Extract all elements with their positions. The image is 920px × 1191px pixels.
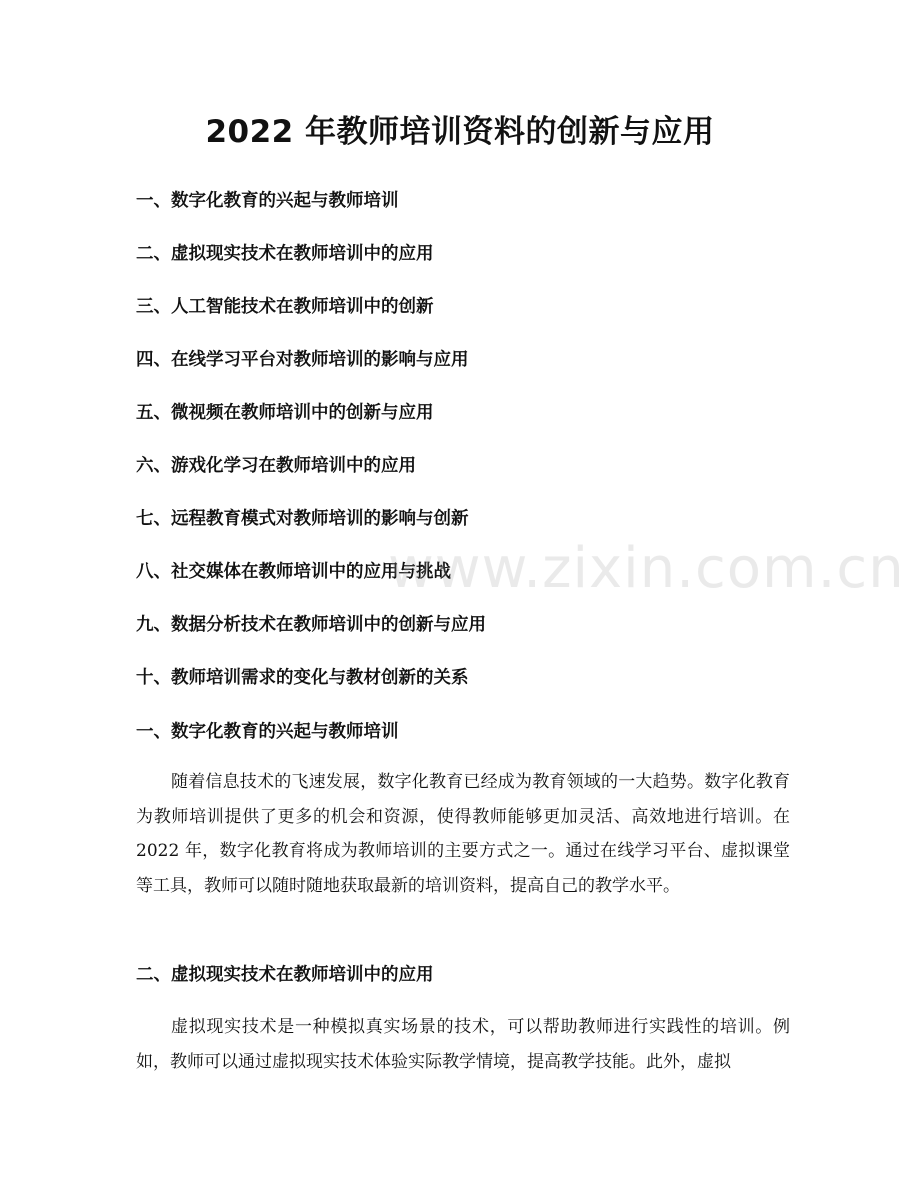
section-heading: 二、虚拟现实技术在教师培训中的应用 xyxy=(136,965,434,985)
toc-item: 六、游戏化学习在教师培训中的应用 xyxy=(136,456,416,476)
toc-item: 七、远程教育模式对教师培训的影响与创新 xyxy=(136,509,469,529)
document-title: 2022 年教师培训资料的创新与应用 xyxy=(205,114,715,150)
watermark: www.zixin.com.cn xyxy=(388,536,905,601)
toc-item: 五、微视频在教师培训中的创新与应用 xyxy=(136,403,434,423)
toc-item: 八、社交媒体在教师培训中的应用与挑战 xyxy=(136,562,451,582)
toc-item: 一、数字化教育的兴起与教师培训 xyxy=(136,191,399,211)
toc-item: 九、数据分析技术在教师培训中的创新与应用 xyxy=(136,615,486,635)
toc-item: 三、人工智能技术在教师培训中的创新 xyxy=(136,297,434,317)
toc-item: 四、在线学习平台对教师培训的影响与应用 xyxy=(136,350,469,370)
toc-item: 二、虚拟现实技术在教师培训中的应用 xyxy=(136,244,434,264)
table-of-contents xyxy=(136,186,796,716)
section-paragraph: 虚拟现实技术是一种模拟真实场景的技术，可以帮助教师进行实践性的培训。例如，教师可以通过虚拟现实技术体验实际教学情境，提高教学技能。此外，虚拟 xyxy=(136,1017,790,1072)
section-paragraph: 随着信息技术的飞速发展，数字化教育已经成为教育领域的一大趋势。数字化教育为教师培训提供了更多的机会和资源，使得教师能够更加灵活、高效地进行培训。在 2022 年，数字化教育将成为教师培训的主要方式之一。通过在线学习平台、虚拟课堂等工具，教师可以随时随地获取最新的培训资料，提高自己的教学水平。 xyxy=(136,772,790,896)
toc-item: 十、教师培训需求的变化与教材创新的关系 xyxy=(136,668,469,688)
section-heading: 一、数字化教育的兴起与教师培训 xyxy=(136,722,399,742)
